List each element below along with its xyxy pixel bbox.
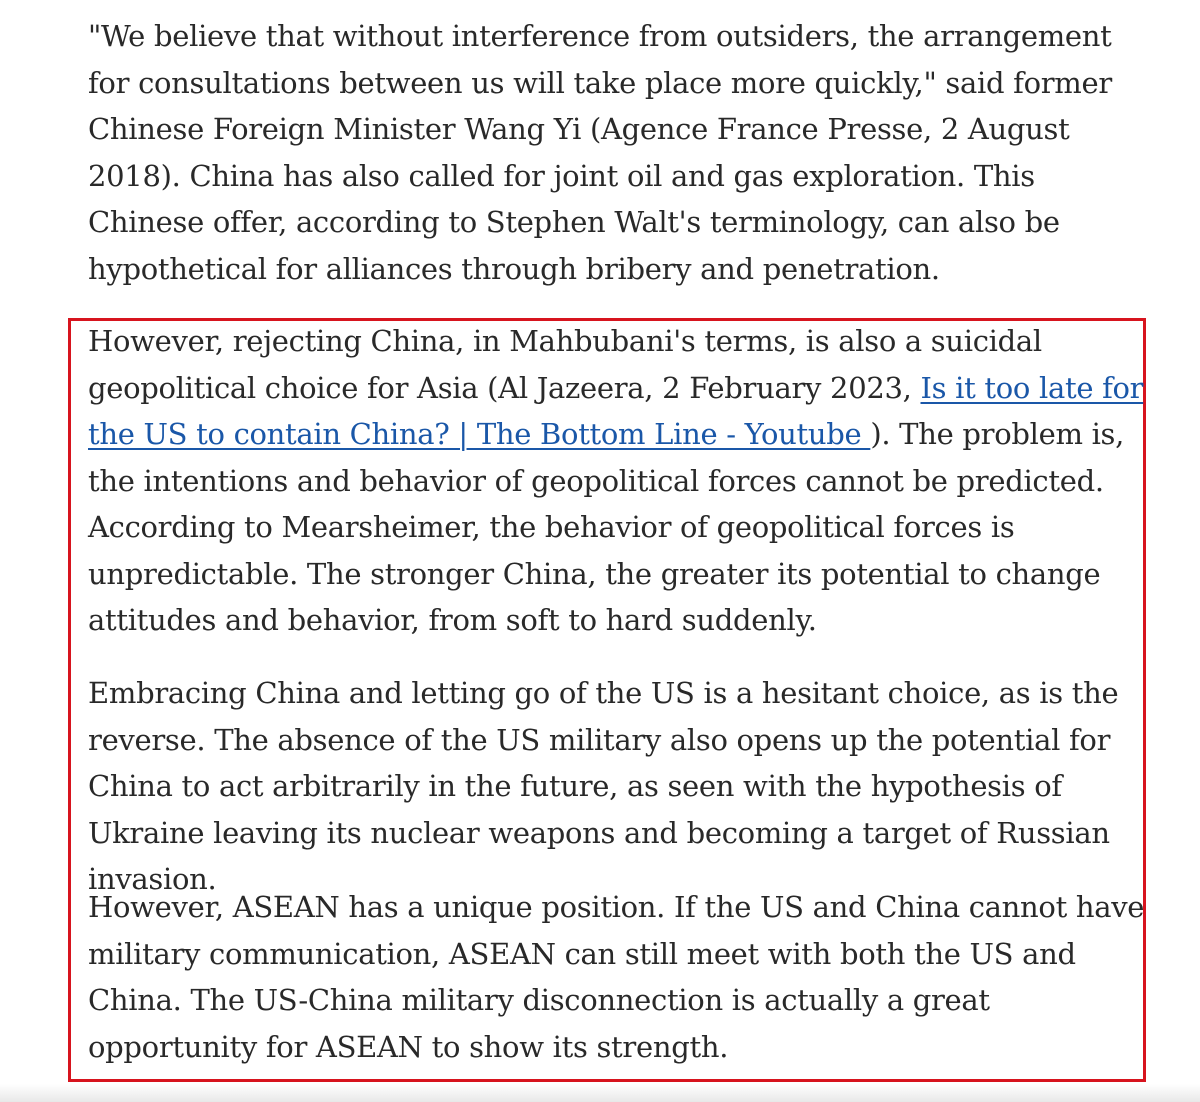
intro-paragraph: "We believe that without interference from outsiders, the arrangement for consultations between us will take place more quickly," said former Chinese Foreign Minister Wang Yi (Agence France Presse, 2 August 2018). China has also called for joint oil and gas exploration. This Chinese offer, according to Stephen Walt's terminology, can also be hypothetical for alliances through bribery and penetration.: [88, 19, 1112, 286]
highlighted-paragraph-1: [88, 318, 1148, 644]
highlighted-paragraph-2: Embracing China and letting go of the US is a hesitant choice, as is the reverse. The absence of the US military also opens up the potential for China to act arbitrarily in the future, as seen with the hypothesis of Ukraine leaving its nuclear weapons and becoming a target of Russian invasion.: [88, 676, 1119, 896]
paragraph-1-text-before-link: However, rejecting China, in Mahbubani's terms, is also a suicidal geopolitical choice for Asia (Al Jazeera, 2 February 2023,: [88, 324, 1042, 405]
youtube-video-link[interactable]: Is it too late for the US to contain China? | The Bottom Line - Youtube: [88, 370, 1144, 451]
bottom-edge-shadow: [0, 1084, 1200, 1102]
paragraph-1-text-after-link: ). The problem is, the intentions and behavior of geopolitical forces cannot be predicted. According to Mearsheimer, the behavior of geopolitical forces is unpredictable. The stronger China, the greater its potential to change attitudes and behavior, from soft to hard suddenly.: [88, 417, 1125, 637]
highlighted-paragraph-3: However, ASEAN has a unique position. If the US and China cannot have military communication, ASEAN can still meet with both the US and China. The US-China military disconnection is actually a great opportunity for ASEAN to show its strength.: [88, 890, 1145, 1064]
